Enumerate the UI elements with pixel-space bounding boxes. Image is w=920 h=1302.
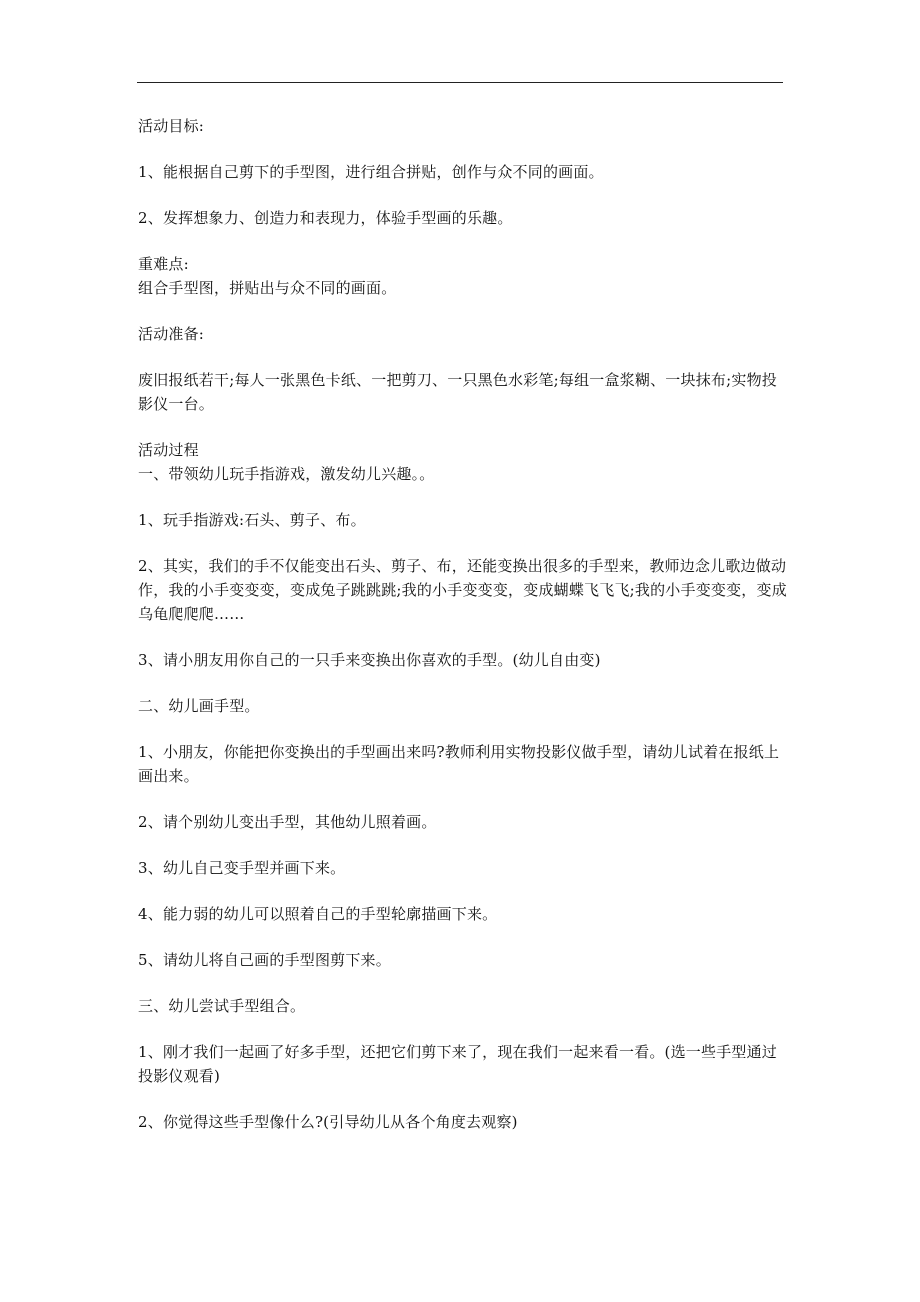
- section-heading-process: 活动过程: [138, 441, 199, 459]
- section-heading-goals: 活动目标:: [138, 117, 205, 135]
- paragraph: 1、小朋友，你能把你变换出的手型画出来吗?教师利用实物投影仪做手型，请幼儿试着在报纸上画出来。: [138, 743, 780, 785]
- paragraph: 2、请个别幼儿变出手型，其他幼儿照着画。: [138, 813, 437, 831]
- paragraph: 2、其实，我们的手不仅能变出石头、剪子、布，还能变换出很多的手型来，教师边念儿歌边做动作，我的小手变变变，变成兔子跳跳跳;我的小手变变变，变成蝴蝶飞飞飞;我的小手变变变，变成乌龟爬爬爬……: [138, 557, 787, 623]
- subsection-heading: 二、幼儿画手型。: [138, 697, 260, 715]
- section-heading-key-points: 重难点:: [138, 255, 189, 273]
- paragraph: 1、玩手指游戏:石头、剪子、布。: [138, 511, 366, 529]
- subsection-heading: 一、带领幼儿玩手指游戏，激发幼儿兴趣。。: [138, 465, 435, 483]
- paragraph: 5、请幼儿将自己画的手型图剪下来。: [138, 951, 391, 969]
- paragraph: 1、能根据自己剪下的手型图，进行组合拼贴，创作与众不同的画面。: [138, 163, 604, 181]
- document-body: [138, 114, 788, 1134]
- subsection-heading: 三、幼儿尝试手型组合。: [138, 997, 306, 1015]
- paragraph: 3、幼儿自己变手型并画下来。: [138, 859, 346, 877]
- paragraph: 1、刚才我们一起画了好多手型，还把它们剪下来了，现在我们一起来看一看。(选一些手型通过投影仪观看): [138, 1043, 777, 1085]
- paragraph: 2、发挥想象力、创造力和表现力，体验手型画的乐趣。: [138, 209, 513, 227]
- paragraph: 4、能力弱的幼儿可以照着自己的手型轮廓描画下来。: [138, 905, 498, 923]
- paragraph: 3、请小朋友用你自己的一只手来变换出你喜欢的手型。(幼儿自由变): [138, 651, 601, 669]
- section-heading-preparation: 活动准备:: [138, 325, 205, 343]
- paragraph: 废旧报纸若干;每人一张黑色卡纸、一把剪刀、一只黑色水彩笔;每组一盒浆糊、一块抹布;实物投影仪一台。: [138, 371, 777, 413]
- header-rule: [137, 82, 783, 83]
- paragraph: 组合手型图，拼贴出与众不同的画面。: [138, 279, 397, 297]
- paragraph: 2、你觉得这些手型像什么?(引导幼儿从各个角度去观察): [138, 1113, 518, 1131]
